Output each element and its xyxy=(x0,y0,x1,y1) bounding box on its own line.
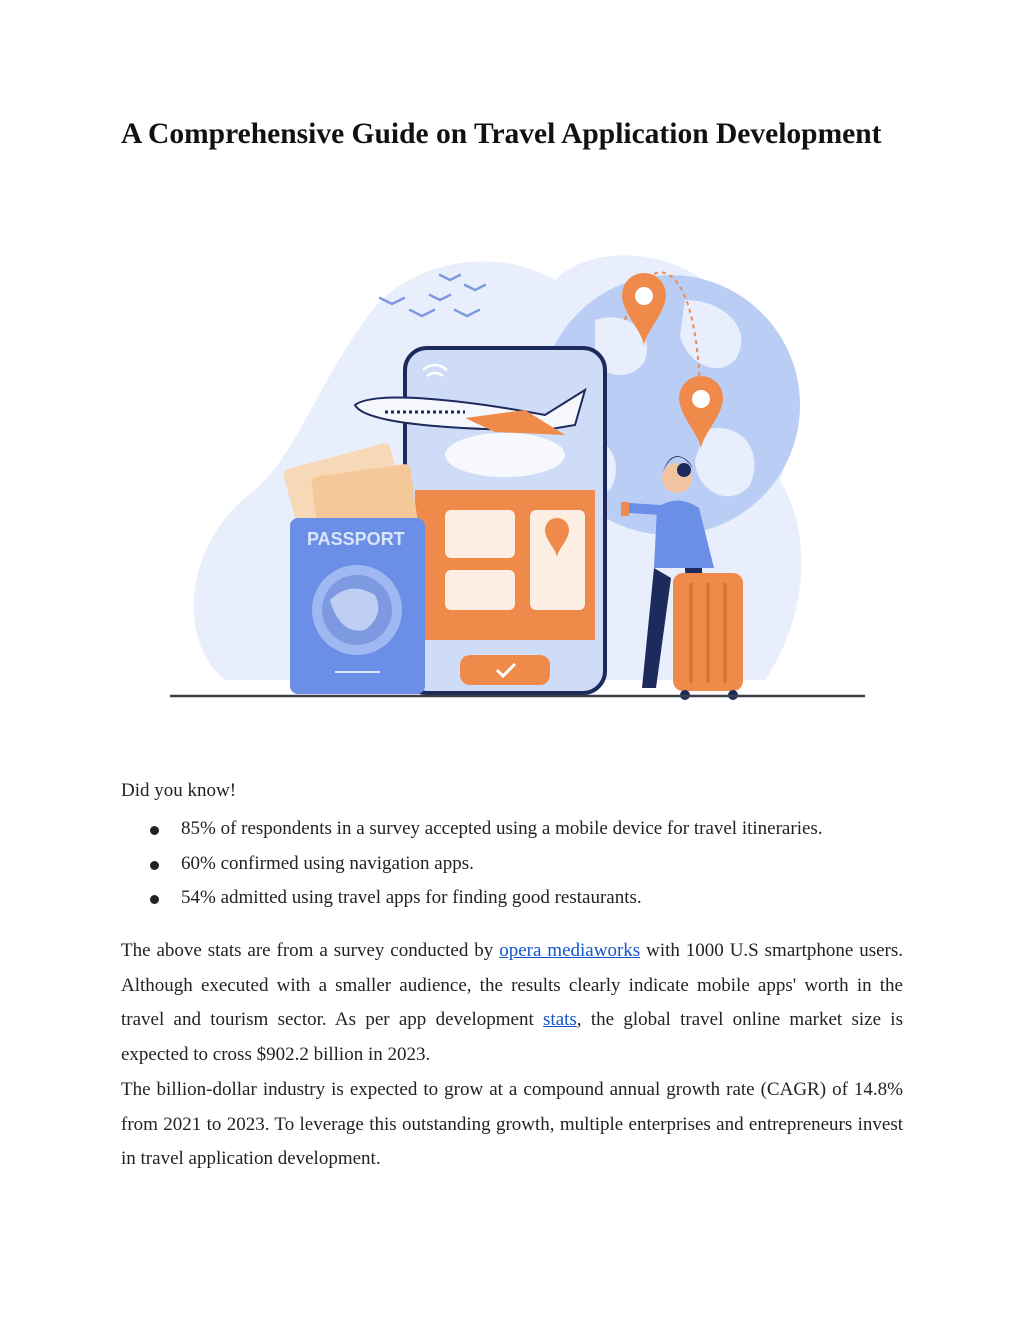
list-item: 60% confirmed using navigation apps. xyxy=(121,847,911,882)
intro-text: Did you know! xyxy=(121,780,237,801)
passport xyxy=(290,518,425,694)
travel-app-illustration xyxy=(165,240,870,705)
bullet-icon xyxy=(150,826,159,835)
bullet-icon xyxy=(150,895,159,904)
facts-list xyxy=(121,812,911,916)
stats-link[interactable]: stats xyxy=(543,1009,577,1030)
paragraph-growth: The billion-dollar industry is expected to grow at a compound annual growth rate (CAGR) of 14.8% from 2021 to 2023. To leverage this outstanding growth, multiple enterprises and entrepreneurs invest in travel application development. xyxy=(121,1079,903,1169)
paragraph-stats: The above stats are from a survey conducted by opera mediaworks with 1000 U.S smartphone users. Although executed with a smaller audience, the results clearly indicate mobile apps' worth in the travel and tourism sector. As per app development stats, the global travel online market size is expected to cross $902.2 billion in 2023. xyxy=(121,940,904,1065)
page-title: A Comprehensive Guide on Travel Application Development xyxy=(121,118,882,150)
opera-mediaworks-link[interactable]: opera mediaworks xyxy=(499,940,641,961)
list-item: 85% of respondents in a survey accepted using a mobile device for travel itineraries. xyxy=(121,812,911,847)
bullet-icon xyxy=(150,861,159,870)
list-item: 54% admitted using travel apps for finding good restaurants. xyxy=(121,881,911,916)
suitcase xyxy=(673,573,743,700)
passport-label: PASSPORT xyxy=(307,529,405,549)
